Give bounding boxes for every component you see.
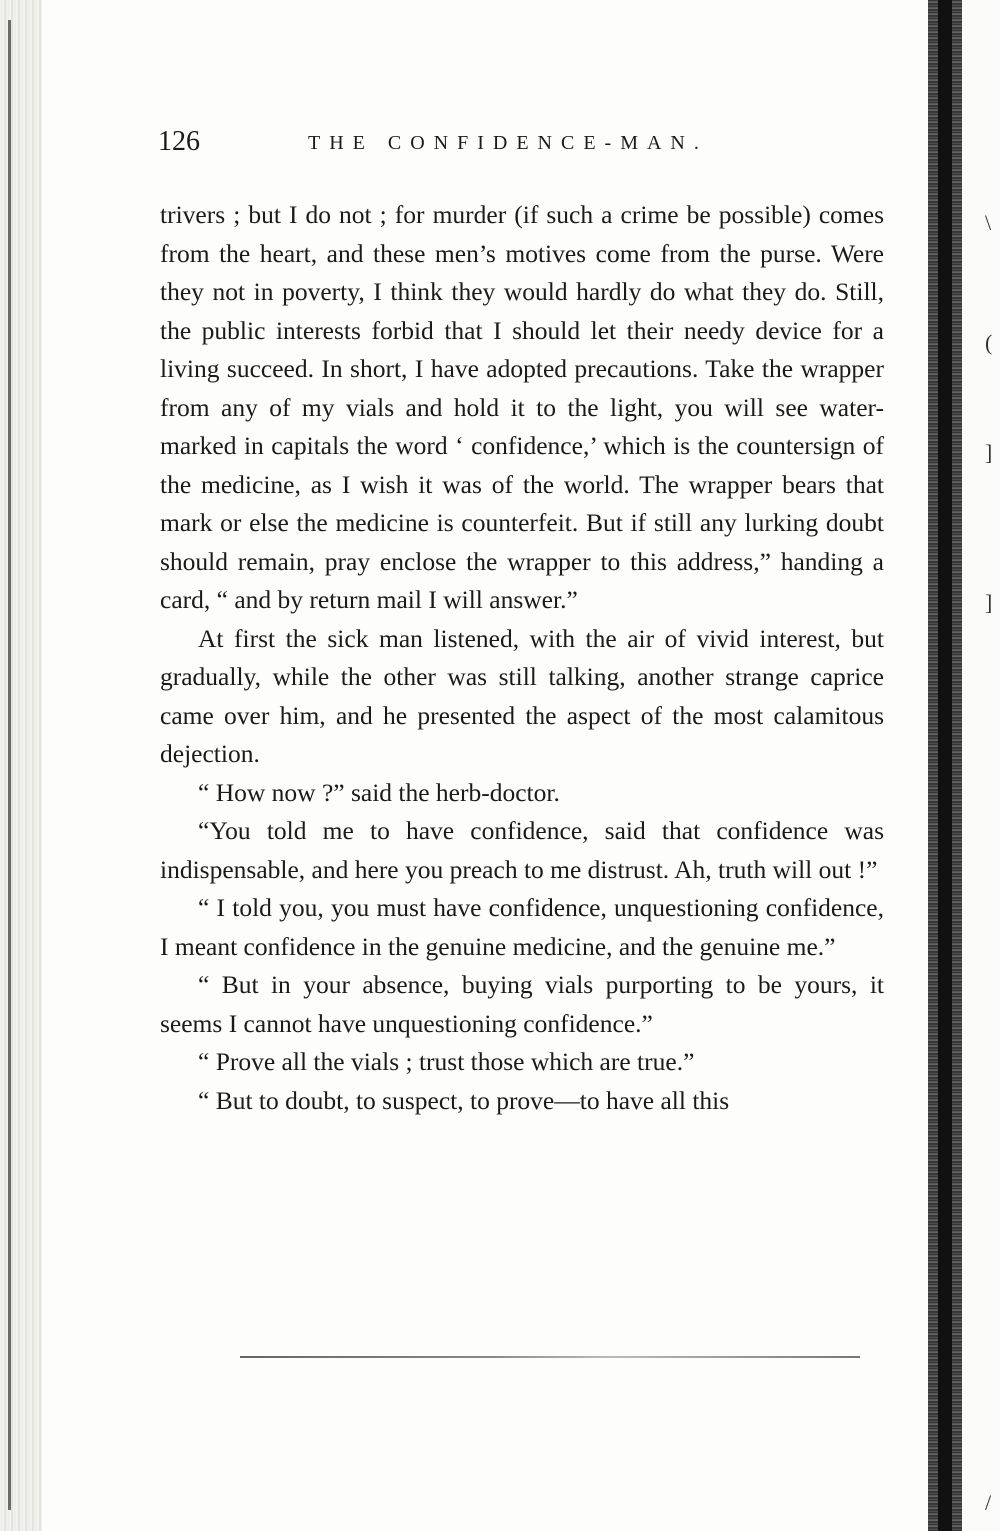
paragraph: “ How now ?” said the herb-doctor. (198, 777, 560, 807)
paragraph: “ I told you, you must have confidence, unquestioning confidence, I meant confidence in the genuine medicine, and the genuine me.” (160, 893, 884, 961)
paragraph: At first the sick man listened, with the air of vivid interest, but gradually, while the other was still talking, another strange caprice came over him, and he presented the aspect of the most calamitous dejection. (160, 623, 884, 768)
adjacent-page-edge (962, 0, 1000, 1531)
edge-glyph: \ (985, 210, 992, 235)
bottom-rule (240, 1356, 860, 1358)
left-gutter-shadow (0, 0, 42, 1531)
edge-glyph: ] (985, 590, 993, 615)
body-text (160, 196, 884, 1120)
paragraph: trivers ; but I do not ; for murder (if such a crime be possible) comes from the heart, and these men’s motives come from the purse. Were they not in poverty, I think they would hardly do what they do. Still, the public interests forbid that I should let their needy device for a living succeed. In short, I have adopted precautions. Take the wrapper from any of my vials and hold it to the light, you will see water-marked in capitals the word ‘ confidence,’ which is the countersign of the medicine, as I wish it was of the world. The wrapper bears that mark or else the medicine is counterfeit. But if still any lurking doubt should remain, pray enclose the wrapper to this address,” handing a card, “ and by return mail I will answer.” (160, 200, 884, 614)
edge-glyph: / (985, 1490, 992, 1515)
paragraph: “You told me to have confidence, said that confidence was indispensable, and here you preach to me distrust. Ah, truth will out !” (160, 816, 884, 884)
paragraph: “ Prove all the vials ; trust those which are true.” (198, 1047, 695, 1076)
paragraph: “ But to doubt, to suspect, to prove—to have all this (198, 1085, 730, 1115)
edge-glyph: ( (985, 330, 993, 355)
page-number: 126 (158, 126, 200, 157)
page-header (158, 126, 878, 166)
running-title: THE CONFIDENCE-MAN. (308, 132, 708, 154)
edge-glyph: ] (985, 440, 993, 465)
right-binding-strip (928, 0, 962, 1531)
paragraph: “ But in your absence, buying vials purporting to be yours, it seems I cannot have unquestioning confidence.” (160, 970, 884, 1038)
